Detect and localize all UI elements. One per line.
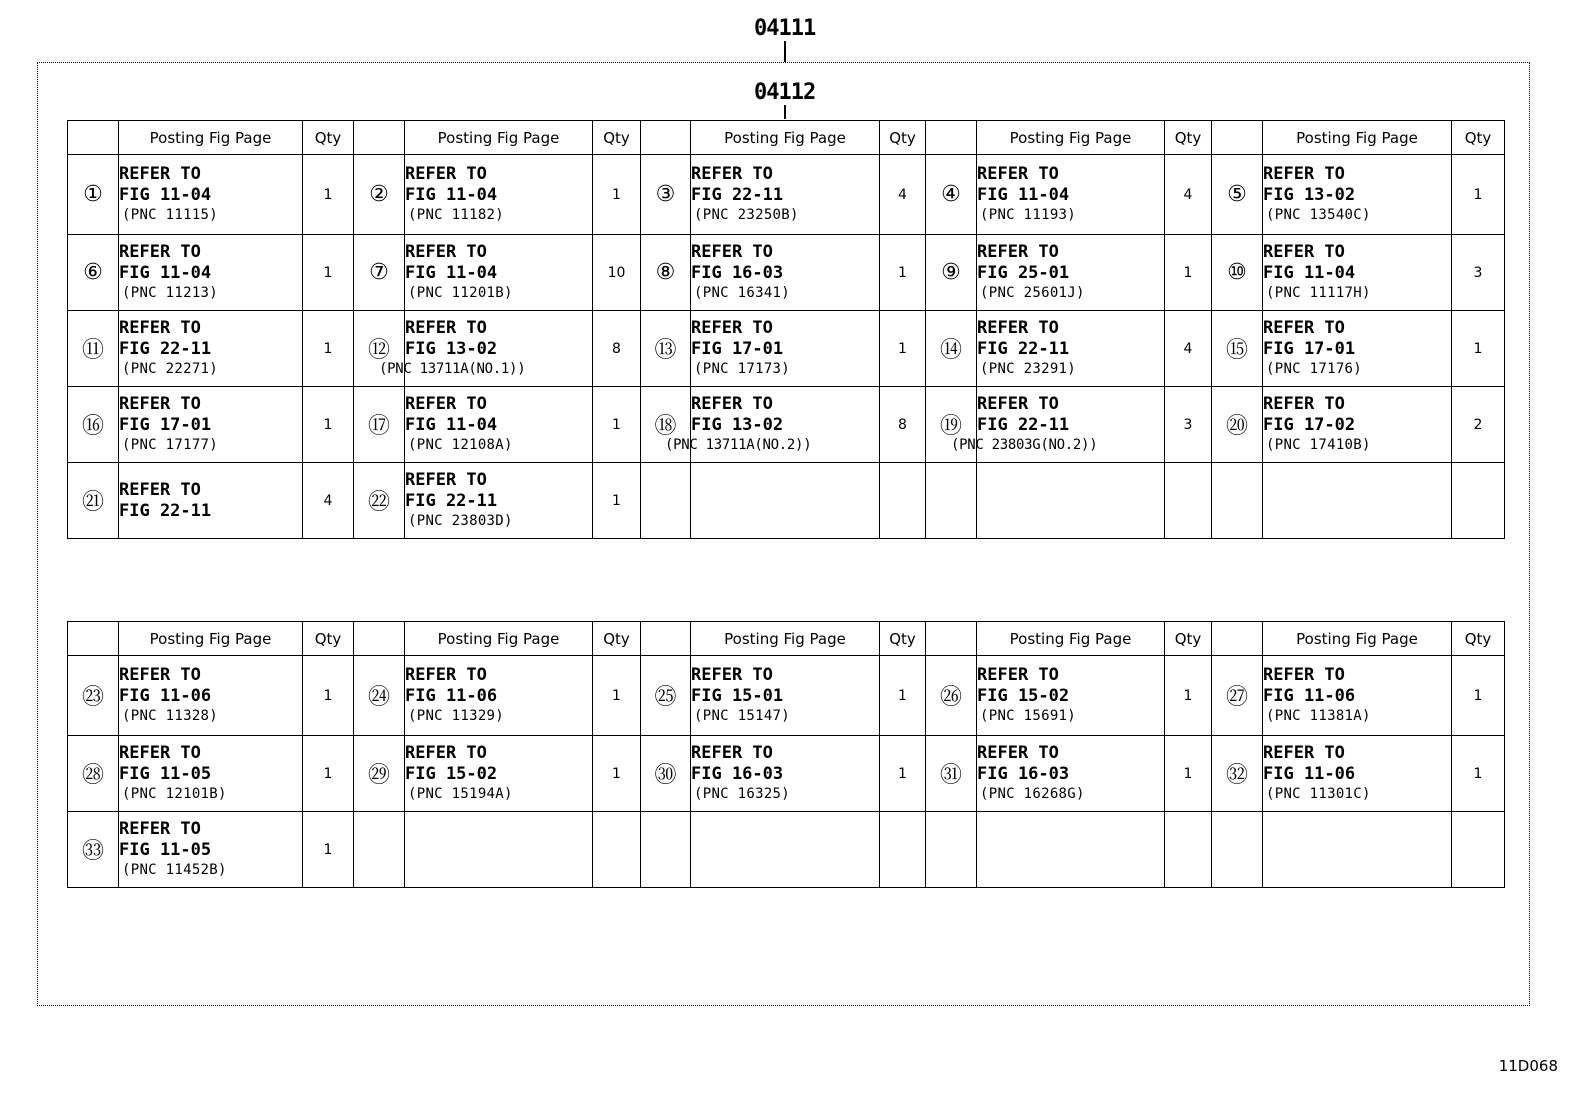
figure-number: FIG 22-11 — [977, 415, 1070, 435]
refer-to-text: REFER TO — [405, 665, 487, 685]
pnc-code: (PNC 11201B) — [408, 285, 513, 301]
item-number: ㉔ — [354, 656, 405, 736]
illustration-code: 11D068 — [1498, 1057, 1558, 1075]
item-number: ⑫ — [354, 311, 405, 387]
pnc-code: (PNC 11328) — [122, 708, 219, 724]
figure-number: FIG 11-04 — [977, 185, 1070, 205]
refer-to-text: REFER TO — [977, 164, 1059, 184]
refer-to-text: REFER TO — [691, 318, 773, 338]
figure-number: FIG 22-11 — [119, 339, 212, 359]
posting-reference — [691, 736, 880, 812]
item-number — [926, 812, 977, 888]
refer-to-text: REFER TO — [977, 665, 1059, 685]
posting-reference — [691, 311, 880, 387]
posting-reference — [119, 311, 303, 387]
quantity: 1 — [1165, 235, 1212, 311]
header-posting-fig-page: Posting Fig Page — [119, 121, 303, 155]
item-number: ① — [68, 155, 119, 235]
pnc-code: (PNC 16341) — [694, 285, 791, 301]
item-number: ㉗ — [1212, 656, 1263, 736]
figure-number: FIG 11-06 — [119, 686, 212, 706]
quantity: 1 — [593, 155, 641, 235]
header-qty: Qty — [593, 121, 641, 155]
quantity — [880, 463, 926, 539]
pnc-code: (PNC 11381A) — [1266, 708, 1371, 724]
pnc-code: (PNC 15147) — [694, 708, 791, 724]
figure-number: FIG 11-04 — [405, 185, 498, 205]
quantity: 1 — [303, 387, 354, 463]
header-posting-fig-page: Posting Fig Page — [691, 121, 880, 155]
pnc-code: (PNC 11213) — [122, 285, 219, 301]
item-number: ⑰ — [354, 387, 405, 463]
item-number: ⑤ — [1212, 155, 1263, 235]
header-qty: Qty — [880, 622, 926, 656]
pnc-code: (PNC 17177) — [122, 437, 219, 453]
item-number: ⑭ — [926, 311, 977, 387]
item-number: ⑪ — [68, 311, 119, 387]
refer-to-text: REFER TO — [405, 318, 487, 338]
pnc-code: (PNC 22271) — [122, 361, 219, 377]
posting-reference — [977, 311, 1165, 387]
posting-reference — [951, 387, 1165, 463]
refer-to-text: REFER TO — [1263, 743, 1345, 763]
quantity: 1 — [1165, 736, 1212, 812]
header-number-cell — [926, 622, 977, 656]
header-qty: Qty — [303, 622, 354, 656]
posting-reference — [1263, 812, 1452, 888]
posting-reference — [1263, 155, 1452, 235]
header-row — [68, 622, 1505, 656]
header-posting-fig-page: Posting Fig Page — [119, 622, 303, 656]
table-row — [68, 311, 1505, 387]
item-number: ⑥ — [68, 235, 119, 311]
figure-number: FIG 11-04 — [405, 415, 498, 435]
figure-number: FIG 16-03 — [977, 764, 1070, 784]
item-number: ⑱ — [641, 387, 691, 463]
figure-number: FIG 22-11 — [691, 185, 784, 205]
refer-to-text: REFER TO — [691, 242, 773, 262]
header-posting-fig-page: Posting Fig Page — [977, 622, 1165, 656]
quantity — [593, 812, 641, 888]
posting-reference — [691, 656, 880, 736]
item-number: ㉙ — [354, 736, 405, 812]
item-number: ⑬ — [641, 311, 691, 387]
assembly-code-04112: 04112 — [754, 80, 816, 105]
figure-number: FIG 16-03 — [691, 263, 784, 283]
item-number: ⑳ — [1212, 387, 1263, 463]
table-row — [68, 736, 1505, 812]
refer-to-text: REFER TO — [119, 242, 201, 262]
refer-to-text: REFER TO — [405, 164, 487, 184]
item-number: ㉑ — [68, 463, 119, 539]
item-number: ⑯ — [68, 387, 119, 463]
header-posting-fig-page: Posting Fig Page — [405, 121, 593, 155]
posting-reference — [405, 656, 593, 736]
posting-reference — [405, 812, 593, 888]
pnc-code: (PNC 17176) — [1266, 361, 1363, 377]
pnc-code: (PNC 15691) — [980, 708, 1077, 724]
item-number: ② — [354, 155, 405, 235]
figure-number: FIG 17-01 — [1263, 339, 1356, 359]
header-number-cell — [1212, 622, 1263, 656]
quantity: 1 — [303, 736, 354, 812]
quantity: 1 — [303, 155, 354, 235]
posting-reference — [1263, 656, 1452, 736]
posting-reference — [405, 463, 593, 539]
item-number: ⑦ — [354, 235, 405, 311]
posting-reference — [977, 656, 1165, 736]
quantity: 4 — [1165, 311, 1212, 387]
item-number: ㉓ — [68, 656, 119, 736]
pnc-code: (PNC 11115) — [122, 207, 219, 223]
refer-to-text: REFER TO — [691, 665, 773, 685]
leader-line-04112 — [784, 105, 786, 119]
posting-reference — [1263, 463, 1452, 539]
figure-number: FIG 13-02 — [405, 339, 498, 359]
figure-number: FIG 17-01 — [691, 339, 784, 359]
header-number-cell — [641, 622, 691, 656]
quantity: 4 — [880, 155, 926, 235]
pnc-code: (PNC 11117H) — [1266, 285, 1371, 301]
figure-number: FIG 17-01 — [119, 415, 212, 435]
posting-reference — [977, 155, 1165, 235]
item-number — [354, 812, 405, 888]
refer-to-text: REFER TO — [119, 479, 201, 500]
quantity: 1 — [1452, 736, 1505, 812]
refer-to-text: REFER TO — [119, 819, 201, 839]
header-qty: Qty — [1452, 622, 1505, 656]
header-number-cell — [354, 622, 405, 656]
item-number: ⑧ — [641, 235, 691, 311]
quantity — [1165, 812, 1212, 888]
pnc-code: (PNC 16325) — [694, 786, 791, 802]
pnc-code: (PNC 17173) — [694, 361, 791, 377]
refer-to-text: REFER TO — [119, 665, 201, 685]
posting-reference — [405, 387, 593, 463]
posting-reference — [691, 463, 880, 539]
item-number — [926, 463, 977, 539]
figure-number: FIG 11-05 — [119, 764, 212, 784]
posting-reference — [119, 387, 303, 463]
pnc-code: (PNC 17410B) — [1266, 437, 1371, 453]
header-number-cell — [68, 622, 119, 656]
posting-reference — [691, 235, 880, 311]
header-qty: Qty — [1452, 121, 1505, 155]
figure-number: FIG 11-06 — [405, 686, 498, 706]
item-number: ㉛ — [926, 736, 977, 812]
table-row — [68, 387, 1505, 463]
header-number-cell — [641, 121, 691, 155]
refer-to-text: REFER TO — [977, 242, 1059, 262]
figure-number: FIG 22-11 — [119, 500, 212, 521]
refer-to-text: REFER TO — [119, 318, 201, 338]
item-number: ㉝ — [68, 812, 119, 888]
item-number: ㉘ — [68, 736, 119, 812]
pnc-code: (PNC 11182) — [408, 207, 505, 223]
figure-number: FIG 13-02 — [691, 415, 784, 435]
quantity — [1452, 463, 1505, 539]
refer-to-text: REFER TO — [405, 743, 487, 763]
item-number: ㉒ — [354, 463, 405, 539]
item-number: ⑲ — [926, 387, 977, 463]
figure-number: FIG 15-02 — [977, 686, 1070, 706]
item-number — [1212, 812, 1263, 888]
figure-number: FIG 11-06 — [1263, 686, 1356, 706]
quantity: 1 — [303, 812, 354, 888]
figure-number: FIG 25-01 — [977, 263, 1070, 283]
assembly-code-04111: 04111 — [754, 16, 816, 41]
quantity: 1 — [880, 656, 926, 736]
header-number-cell — [68, 121, 119, 155]
header-number-cell — [926, 121, 977, 155]
pnc-code: (PNC 13540C) — [1266, 207, 1371, 223]
refer-to-text: REFER TO — [1263, 394, 1345, 414]
pnc-code: (PNC 23803G(NO.2)) — [951, 437, 1098, 453]
refer-to-text: REFER TO — [977, 394, 1059, 414]
pnc-code: (PNC 12108A) — [408, 437, 513, 453]
leader-line-04111 — [784, 41, 786, 62]
posting-reference — [119, 155, 303, 235]
refer-to-text: REFER TO — [1263, 665, 1345, 685]
table-row — [68, 656, 1505, 736]
pnc-code: (PNC 11301C) — [1266, 786, 1371, 802]
item-number: ⑩ — [1212, 235, 1263, 311]
table-row — [68, 235, 1505, 311]
quantity: 10 — [593, 235, 641, 311]
posting-reference — [119, 463, 303, 539]
posting-reference — [1263, 311, 1452, 387]
item-number: ㉚ — [641, 736, 691, 812]
pnc-code: (PNC 23803D) — [408, 513, 513, 529]
refer-to-text: REFER TO — [119, 164, 201, 184]
figure-number: FIG 17-02 — [1263, 415, 1356, 435]
header-number-cell — [354, 121, 405, 155]
refer-to-text: REFER TO — [977, 743, 1059, 763]
item-number: ㉖ — [926, 656, 977, 736]
item-number: ④ — [926, 155, 977, 235]
quantity: 3 — [1165, 387, 1212, 463]
figure-number: FIG 15-02 — [405, 764, 498, 784]
posting-reference — [119, 812, 303, 888]
quantity: 8 — [880, 387, 926, 463]
pnc-code: (PNC 16268G) — [980, 786, 1085, 802]
quantity — [880, 812, 926, 888]
refer-to-text: REFER TO — [1263, 318, 1345, 338]
quantity: 1 — [593, 736, 641, 812]
pnc-code: (PNC 12101B) — [122, 786, 227, 802]
pnc-code: (PNC 13711A(NO.1)) — [379, 361, 526, 377]
quantity: 1 — [303, 656, 354, 736]
item-number — [641, 463, 691, 539]
figure-number: FIG 13-02 — [1263, 185, 1356, 205]
quantity: 4 — [1165, 155, 1212, 235]
posting-reference — [1263, 235, 1452, 311]
quantity: 1 — [1452, 155, 1505, 235]
header-qty: Qty — [1165, 622, 1212, 656]
reference-table-2 — [67, 621, 1505, 888]
header-qty: Qty — [880, 121, 926, 155]
item-number: ③ — [641, 155, 691, 235]
table-row — [68, 812, 1505, 888]
posting-reference — [691, 155, 880, 235]
table-row — [68, 155, 1505, 235]
figure-number: FIG 11-04 — [119, 185, 212, 205]
quantity: 1 — [880, 235, 926, 311]
item-number: ㉜ — [1212, 736, 1263, 812]
header-posting-fig-page: Posting Fig Page — [977, 121, 1165, 155]
header-row — [68, 121, 1505, 155]
quantity: 4 — [303, 463, 354, 539]
figure-number: FIG 11-05 — [119, 840, 212, 860]
posting-reference — [119, 235, 303, 311]
refer-to-text: REFER TO — [691, 394, 773, 414]
header-posting-fig-page: Posting Fig Page — [1263, 622, 1452, 656]
refer-to-text: REFER TO — [1263, 242, 1345, 262]
posting-reference — [977, 812, 1165, 888]
figure-number: FIG 11-04 — [405, 263, 498, 283]
figure-number: FIG 11-04 — [119, 263, 212, 283]
pnc-code: (PNC 13711A(NO.2)) — [665, 437, 812, 453]
posting-reference — [119, 656, 303, 736]
posting-reference — [119, 736, 303, 812]
header-number-cell — [1212, 121, 1263, 155]
quantity: 1 — [593, 387, 641, 463]
quantity: 1 — [593, 656, 641, 736]
refer-to-text: REFER TO — [691, 743, 773, 763]
posting-reference — [405, 155, 593, 235]
header-qty: Qty — [303, 121, 354, 155]
posting-reference — [405, 736, 593, 812]
item-number: ⑨ — [926, 235, 977, 311]
quantity: 1 — [303, 235, 354, 311]
posting-reference — [977, 235, 1165, 311]
refer-to-text: REFER TO — [691, 164, 773, 184]
pnc-code: (PNC 23291) — [980, 361, 1077, 377]
refer-to-text: REFER TO — [119, 743, 201, 763]
item-number: ㉕ — [641, 656, 691, 736]
item-number: ⑮ — [1212, 311, 1263, 387]
quantity: 1 — [1165, 656, 1212, 736]
figure-number: FIG 11-06 — [1263, 764, 1356, 784]
item-number — [641, 812, 691, 888]
posting-reference — [977, 463, 1165, 539]
posting-reference — [1263, 736, 1452, 812]
pnc-code: (PNC 11329) — [408, 708, 505, 724]
quantity: 1 — [303, 311, 354, 387]
refer-to-text: REFER TO — [405, 394, 487, 414]
header-posting-fig-page: Posting Fig Page — [1263, 121, 1452, 155]
quantity: 8 — [593, 311, 641, 387]
header-qty: Qty — [1165, 121, 1212, 155]
posting-reference — [977, 736, 1165, 812]
quantity: 1 — [880, 736, 926, 812]
quantity: 1 — [593, 463, 641, 539]
posting-reference — [379, 311, 593, 387]
refer-to-text: REFER TO — [1263, 164, 1345, 184]
pnc-code: (PNC 25601J) — [980, 285, 1085, 301]
figure-number: FIG 16-03 — [691, 764, 784, 784]
pnc-code: (PNC 23250B) — [694, 207, 799, 223]
quantity: 1 — [880, 311, 926, 387]
posting-reference — [691, 812, 880, 888]
posting-reference — [1263, 387, 1452, 463]
figure-number: FIG 22-11 — [977, 339, 1070, 359]
quantity — [1452, 812, 1505, 888]
figure-number: FIG 22-11 — [405, 491, 498, 511]
quantity: 1 — [1452, 656, 1505, 736]
refer-to-text: REFER TO — [119, 394, 201, 414]
quantity — [1165, 463, 1212, 539]
header-posting-fig-page: Posting Fig Page — [691, 622, 880, 656]
figure-number: FIG 15-01 — [691, 686, 784, 706]
reference-table-1 — [67, 120, 1505, 539]
item-number — [1212, 463, 1263, 539]
quantity: 2 — [1452, 387, 1505, 463]
pnc-code: (PNC 15194A) — [408, 786, 513, 802]
refer-to-text: REFER TO — [405, 470, 487, 490]
header-qty: Qty — [593, 622, 641, 656]
pnc-code: (PNC 11193) — [980, 207, 1077, 223]
posting-reference — [405, 235, 593, 311]
header-posting-fig-page: Posting Fig Page — [405, 622, 593, 656]
figure-number: FIG 11-04 — [1263, 263, 1356, 283]
pnc-code: (PNC 11452B) — [122, 862, 227, 878]
refer-to-text: REFER TO — [977, 318, 1059, 338]
quantity: 1 — [1452, 311, 1505, 387]
refer-to-text: REFER TO — [405, 242, 487, 262]
table-row — [68, 463, 1505, 539]
quantity: 3 — [1452, 235, 1505, 311]
